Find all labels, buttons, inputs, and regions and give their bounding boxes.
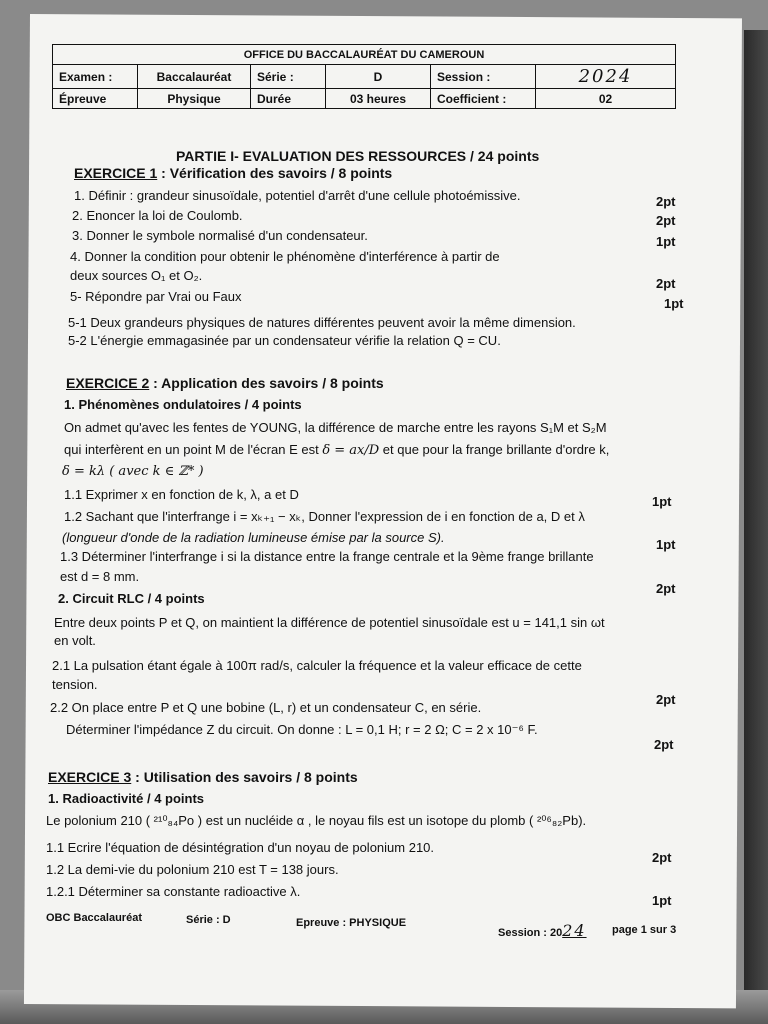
- value-session: 2024: [536, 65, 676, 89]
- ex1-points-q3: 1pt: [656, 234, 676, 249]
- ex2-heading: [66, 375, 384, 391]
- ex2-points-q2-1: 2pt: [656, 692, 676, 707]
- ex2-points-q2-2: 2pt: [654, 737, 674, 752]
- ex3-points-q1-2-1: 1pt: [652, 893, 672, 908]
- ex2-intro-line3: δ = kλ ( avec k ∈ ℤ* ): [62, 464, 204, 479]
- ex2-intro-line2c: et que pour la frange brillante d'ordre k,: [379, 442, 610, 457]
- value-duree: 03 heures: [326, 89, 431, 109]
- ex2-q2-2a: 2.2 On place entre P et Q une bobine (L, r) et un condensateur C, en série.: [50, 700, 482, 715]
- ex2-rlc-line2: en volt.: [54, 633, 96, 648]
- label-session: Session :: [431, 65, 536, 89]
- footer-session-value: 24: [562, 921, 587, 940]
- ex2-q1-2b: (longueur d'onde de la radiation lumineuse émise par la source S).: [62, 530, 445, 545]
- label-coefficient: Coefficient :: [431, 89, 536, 109]
- value-coefficient: 02: [536, 89, 676, 109]
- ex1-points-q1: 2pt: [656, 194, 676, 209]
- ex3-intro: Le polonium 210 ( ²¹⁰₈₄Po ) est un nucléide α , le noyau fils est un isotope du plomb ( ²⁰⁶₈₂Pb).: [46, 813, 587, 828]
- ex2-intro-line1: On admet qu'avec les fentes de YOUNG, la différence de marche entre les rayons S₁M et S₂M: [64, 420, 607, 435]
- value-serie: D: [326, 65, 431, 89]
- label-duree: Durée: [251, 89, 326, 109]
- label-epreuve: Épreuve: [53, 89, 138, 109]
- ex1-q5-2: 5-2 L'énergie emmagasinée par un condensateur vérifie la relation Q = CU.: [68, 333, 501, 348]
- footer-obc: OBC Baccalauréat: [46, 912, 142, 924]
- exam-header-table: [52, 44, 676, 109]
- ex1-title: EXERCICE 1: [74, 165, 158, 181]
- ex2-q1-1: 1.1 Exprimer x en fonction de k, λ, a et D: [64, 487, 299, 502]
- ex2-q2-1a: 2.1 La pulsation étant égale à 100π rad/s, calculer la fréquence et la valeur efficace de cette: [52, 658, 582, 673]
- ex2-points-q1-2: 1pt: [656, 537, 676, 552]
- scan-dark-edge: [744, 30, 768, 1024]
- label-examen: Examen :: [53, 65, 138, 89]
- ex2-delta-formula: δ = ax/D: [322, 443, 380, 458]
- ex3-q1-2-1: 1.2.1 Déterminer sa constante radioactive λ.: [46, 884, 301, 899]
- ex1-points-q5: 1pt: [664, 296, 684, 311]
- footer-serie: Série : D: [186, 914, 231, 926]
- ex2-rlc-line1: Entre deux points P et Q, on maintient la différence de potentiel sinusoïdale est u = 141,1 sin ωt: [54, 615, 605, 630]
- value-examen: Baccalauréat: [138, 65, 251, 89]
- footer-session-label: Session : 20: [498, 927, 563, 939]
- ex2-q1-3a: 1.3 Déterminer l'interfrange i si la distance entre la frange centrale et la 9ème frange brillante: [60, 549, 594, 564]
- ex1-points-q2: 2pt: [656, 213, 676, 228]
- ex1-q4b: deux sources O₁ et O₂.: [70, 268, 203, 283]
- ex2-q2-2b: Déterminer l'impédance Z du circuit. On donne : L = 0,1 H; r = 2 Ω; C = 2 x 10⁻⁶ F.: [66, 722, 538, 737]
- label-serie: Série :: [251, 65, 326, 89]
- ex1-q2: 2. Enoncer la loi de Coulomb.: [72, 208, 243, 223]
- ex3-subtitle: : Utilisation des savoirs / 8 points: [131, 769, 358, 785]
- partie-title: PARTIE I- EVALUATION DES RESSOURCES / 24 points: [176, 148, 540, 164]
- ex2-points-q1-1: 1pt: [652, 494, 672, 509]
- ex2-q1-3b: est d = 8 mm.: [60, 569, 140, 584]
- ex2-section1-title: 1. Phénomènes ondulatoires / 4 points: [64, 397, 302, 412]
- ex1-heading: [74, 165, 392, 181]
- value-epreuve: Physique: [138, 89, 251, 109]
- ex1-points-q4: 2pt: [656, 276, 676, 291]
- ex3-q1-1: 1.1 Ecrire l'équation de désintégration d'un noyau de polonium 210.: [46, 840, 435, 855]
- ex3-section1-title: 1. Radioactivité / 4 points: [48, 791, 205, 806]
- ex3-heading: [48, 769, 358, 785]
- ex2-intro-line2a: qui interfèrent en un point M de l'écran E est: [64, 442, 319, 457]
- ex1-subtitle: : Vérification des savoirs / 8 points: [157, 165, 393, 181]
- ex3-q1-2: 1.2 La demi-vie du polonium 210 est T = 138 jours.: [46, 862, 339, 877]
- footer-session: [498, 921, 587, 940]
- ex2-intro-line2: [64, 442, 609, 458]
- ex2-points-q1-3: 2pt: [656, 581, 676, 596]
- footer-page-number: page 1 sur 3: [612, 924, 677, 936]
- office-title: OFFICE DU BACCALAURÉAT DU CAMEROUN: [53, 45, 676, 65]
- ex2-q2-1b: tension.: [52, 677, 98, 692]
- footer-epreuve: Epreuve : PHYSIQUE: [296, 917, 407, 929]
- ex1-q5-1: 5-1 Deux grandeurs physiques de natures différentes peuvent avoir la même dimension.: [68, 315, 576, 330]
- ex2-q1-2a: 1.2 Sachant que l'interfrange i = xₖ₊₁ − xₖ, Donner l'expression de i en fonction de a, D et λ: [64, 509, 585, 524]
- ex2-subtitle: : Application des savoirs / 8 points: [149, 375, 384, 391]
- ex2-title: EXERCICE 2: [66, 375, 150, 391]
- ex1-q1: 1. Définir : grandeur sinusoïdale, potentiel d'arrêt d'une cellule photoémissive.: [74, 188, 521, 203]
- ex1-q5: 5- Répondre par Vrai ou Faux: [70, 289, 242, 304]
- ex3-title: EXERCICE 3: [48, 769, 132, 785]
- ex1-q3: 3. Donner le symbole normalisé d'un condensateur.: [72, 228, 368, 243]
- ex2-section2-title: 2. Circuit RLC / 4 points: [58, 591, 205, 606]
- ex1-q4a: 4. Donner la condition pour obtenir le phénomène d'interférence à partir de: [70, 249, 500, 264]
- ex3-points-q1-1: 2pt: [652, 850, 672, 865]
